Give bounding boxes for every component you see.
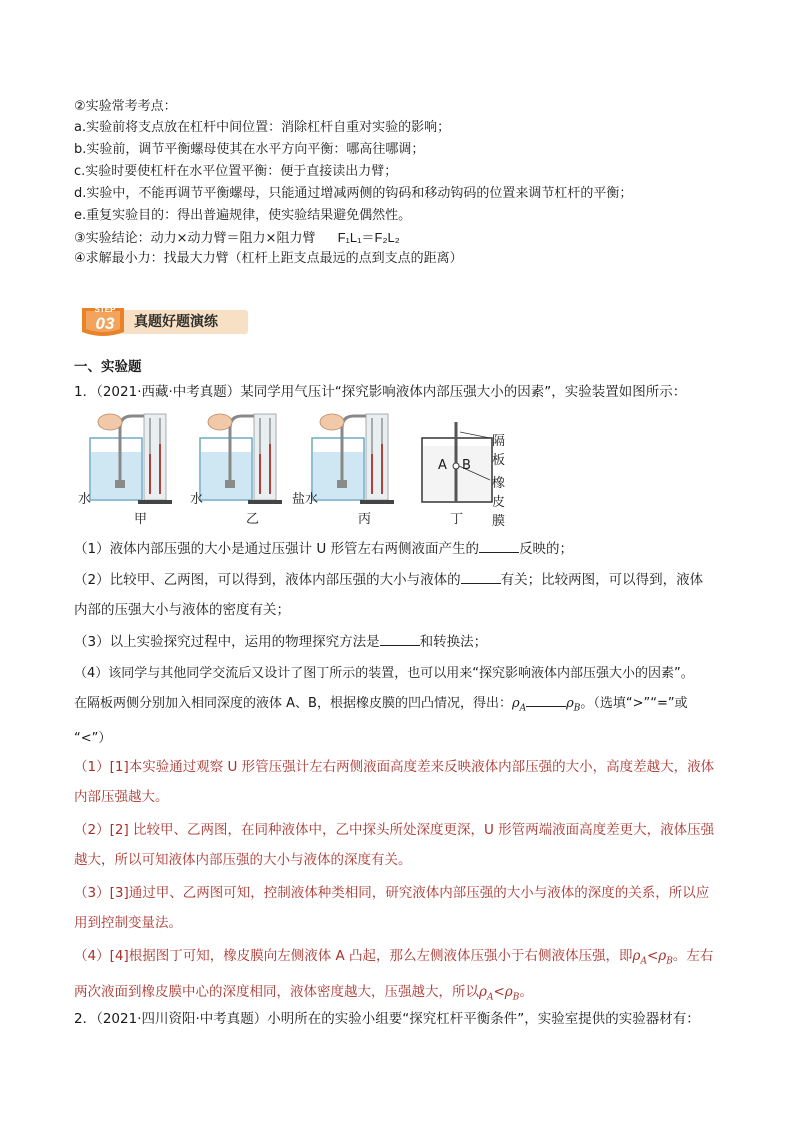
q1-sub4-line3: “<”） (74, 730, 112, 746)
answer-blank (526, 692, 566, 707)
label-saltwater: 盐水 (292, 492, 319, 507)
q1-sub3 (74, 627, 722, 657)
q1-sub2-tail: 内部的压强大小与液体的密度有关； (74, 602, 290, 618)
q1-answer-1: （1）[1]本实验通过观察 U 形管压强计左右两侧液面高度差来反映液体内部压强的大小，高度差越大，液体内部压强越大。 (74, 759, 715, 805)
step-label: STEP (94, 305, 116, 314)
pressure-experiment-figure (70, 408, 510, 529)
apparatus-jia (90, 414, 172, 504)
answer-blank (380, 631, 420, 646)
q1-answer-4-text: （4）[4]根据图丁可知，橡皮膜向左侧液体 A 凸起，那么左侧液体压强小于右侧液体压强，即 (74, 948, 633, 964)
point-line: ②实验常考考点： (74, 99, 177, 114)
point-line: b.实验前，调节平衡螺母使其在水平方向平衡：哪高往哪调； (74, 142, 425, 157)
q1-stem: 1．（2021·西藏·中考真题）某同学用气压计“探究影响液体内部压强大小的因素”，实验装置如图所示： (74, 384, 687, 400)
section-heading: 一、实验题 (74, 359, 142, 375)
q1-sub2-mid: 有关；比较两图，可以得到，液体 (500, 572, 704, 588)
q1-answer-3: （3）[3]通过甲、乙两图可知，控制液体种类相同，研究液体内部压强的大小与液体的深度的关系，所以应用到控制变量法。 (74, 885, 710, 931)
q1-sub4-options: 。（选填“>”“=”或 (580, 696, 688, 711)
rho-a-symbol: $\rho_A$ (511, 696, 527, 714)
q1-sub2 (74, 565, 722, 625)
q1-answer-4-mid: 。左右两次液面到橡皮膜中心的深度相同，液体密度越大，压强越大，所以 (74, 948, 714, 1000)
q1-sub1 (74, 534, 722, 564)
point-line: a.实验前将支点放在杠杆中间位置：消除杠杆自重对实验的影响； (74, 120, 451, 135)
label-bing: 丙 (358, 512, 372, 527)
rho-b-symbol: $\rho_B$ (566, 696, 581, 714)
q1-sub4-line2: 在隔板两侧分别加入相同深度的液体 A、B，根据橡皮膜的凹凸情况，得出： (74, 696, 512, 711)
point-line: e.重复实验目的：得出普遍规律，使实验结果避免偶然性。 (74, 208, 412, 223)
q1-sub1-tail: 反映的； (519, 541, 574, 557)
label-yi: 乙 (246, 512, 260, 527)
q1-sub2-text: （2）比较甲、乙两图，可以得到，液体内部压强的大小与液体的 (74, 572, 461, 588)
q1-answer-2: （2）[2] 比较甲、乙两图，在同种液体中，乙中探头所处深度更深，U 形管两端液面高度差更大，液体压强越大，所以可知液体内部压强的大小与液体的深度有关。 (74, 822, 715, 868)
label-water-jia: 水 (78, 492, 92, 507)
conclusion-formula: F₁L₁＝F₂L₂ (337, 230, 400, 245)
point-line: c.实验时要使杠杆在水平位置平衡：便于直接读出力臂； (74, 164, 398, 179)
label-partition: 隔板 (492, 434, 506, 468)
partition-container (422, 422, 492, 502)
rho-relation-final: $\rho_A<\rho_B$ (479, 983, 520, 1003)
conclusion-text: ③实验结论：动力×动力臂＝阻力×阻力臂 (74, 231, 316, 246)
q1-sub3-tail: 和转换法； (419, 634, 488, 650)
q1-sub4 (74, 659, 722, 754)
rho-relation: $\rho_A<\rho_B$ (632, 948, 673, 967)
label-ding: 丁 (450, 512, 464, 527)
q1-sub4-text: （4）该同学与其他同学交流后又设计了图丁所示的装置，也可以用来“探究影响液体内部压强大小的因素”。 (74, 666, 694, 681)
apparatus-bing (312, 414, 394, 504)
label-liquid-a: A (438, 458, 447, 473)
q1-sub1-text: （1）液体内部压强的大小是通过压强计 U 形管左右两侧液面产生的 (74, 541, 480, 557)
label-liquid-b: B (462, 458, 471, 473)
banner-title: 真题好题演练 (134, 314, 218, 330)
step-number: 03 (95, 314, 115, 333)
q1-answer-4-end: 。 (519, 983, 533, 1000)
conclusion-line (74, 228, 400, 249)
q1-answer-4 (74, 941, 722, 1012)
apparatus-yi (200, 414, 282, 504)
step-banner (80, 302, 250, 338)
label-membrane: 橡皮膜 (492, 476, 506, 529)
label-water-yi: 水 (190, 492, 204, 507)
answer-blank (461, 569, 501, 584)
answer-blank (479, 538, 519, 553)
label-jia: 甲 (134, 512, 148, 527)
min-force-line: ④求解最小力：找最大力臂（杠杆上距支点最远的点到支点的距离） (74, 251, 463, 266)
point-line: d.实验中，不能再调节平衡螺母，只能通过增减两侧的钩码和移动钩码的位置来调节杠杆的平衡； (74, 186, 633, 201)
q1-sub3-text: （3）以上实验探究过程中，运用的物理探究方法是 (74, 634, 380, 650)
q2-stem: 2．（2021·四川资阳·中考真题）小明所在的实验小组要“探究杠杆平衡条件”，实验室提供的实验器材有： (74, 1011, 700, 1027)
